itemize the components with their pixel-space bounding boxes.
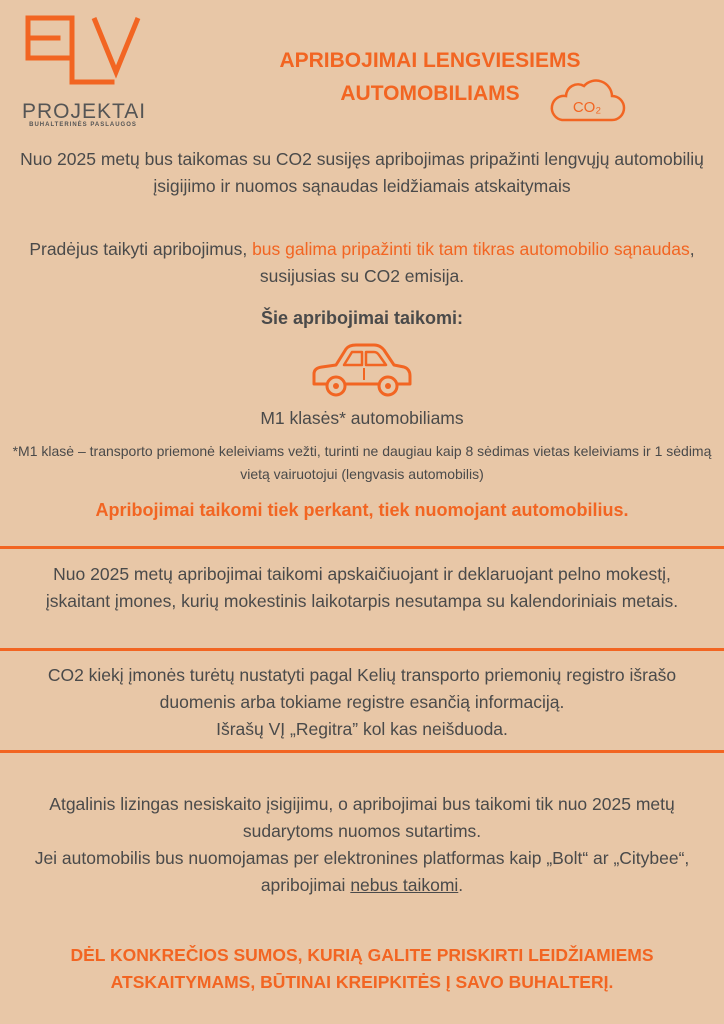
co2-cloud-icon — [548, 78, 626, 124]
limit-text-after: , susijusias su CO2 emisija. — [259, 239, 695, 286]
elv-logo-mark-icon — [22, 14, 144, 100]
cta-line-2: ATSKAITYMAMS, BŪTINAI KREIPKITĖS Į SAVO BUHALTERĮ. — [110, 972, 614, 992]
registry-line-1: CO2 kiekį įmonės turėtų nustatyti pagal Kelių transporto priemonių registro išrašo duomenis arba tokiame registre esančią informaciją. — [47, 665, 677, 712]
car-icon — [308, 340, 416, 402]
leasing-line-2 — [14, 845, 710, 899]
limit-paragraph — [20, 236, 704, 290]
registry-line-2: Išrašų VĮ „Regitra” kol kas neišduoda. — [216, 719, 508, 739]
co2-badge-label: CO₂ — [572, 99, 602, 116]
leasing-line-1: Atgalinis lizingas nesiskaito įsigijimu, o apribojimai bus taikomi tik nuo 2025 metų sudarytoms nuomos sutartims. — [49, 794, 675, 841]
limit-text-before: Pradėjus taikyti apribojimus, — [29, 239, 253, 259]
applies-heading: Šie apribojimai taikomi: — [260, 308, 464, 328]
logo-subtitle: BUHALTERINĖS PASLAUGOS — [29, 122, 137, 128]
divider-1 — [0, 546, 724, 549]
leasing-paragraph — [14, 791, 710, 899]
profit-tax-paragraph: Nuo 2025 metų apribojimai taikomi apskaičiuojant ir deklaruojant pelno mokestį, įskaitant įmones, kurių mokestinis laikotarpis nesutampa su kalendoriniais metais. — [45, 564, 679, 611]
not-applied-text: nebus taikomi — [350, 875, 459, 895]
divider-3 — [0, 750, 724, 753]
purchase-lease-banner: Apribojimai taikomi tiek perkant, tiek nuomojant automobilius. — [95, 500, 629, 520]
title-line-2: AUTOMOBILIAMS — [340, 82, 520, 105]
leasing-line-2-before: Jei automobilis bus nuomojamas per elektronines platformas kaip „Bolt“ ar „Citybee“, apribojimai — [34, 848, 690, 895]
company-logo — [22, 14, 147, 132]
intro-paragraph: Nuo 2025 metų bus taikomas su CO2 susijęs apribojimas pripažinti lengvųjų automobilių įsigijimo ir nuomos sąnaudas leidžiamais atskaitymais — [20, 149, 704, 196]
accountant-cta — [10, 942, 714, 996]
limit-highlight: bus galima pripažinti tik tam tikras automobilio sąnaudas — [252, 239, 690, 259]
cta-line-1: DĖL KONKREČIOS SUMOS, KURIĄ GALITE PRISKIRTI LEIDŽIAMIEMS — [70, 945, 654, 965]
logo-name: PROJEKTAI — [22, 100, 147, 123]
m1-label: M1 klasės* automobiliams — [260, 408, 464, 428]
registry-paragraph — [30, 662, 694, 743]
divider-2 — [0, 648, 724, 651]
leasing-line-2-after: . — [458, 875, 464, 895]
m1-footnote: *M1 klasė – transporto priemonė keleiviams vežti, turinti ne daugiau kaip 8 sėdimas vietas keleiviams ir 1 sėdimą vietą vairuotojui (lengvasis automobilis) — [12, 443, 712, 482]
title-line-1: APRIBOJIMAI LENGVIESIEMS — [279, 49, 581, 72]
